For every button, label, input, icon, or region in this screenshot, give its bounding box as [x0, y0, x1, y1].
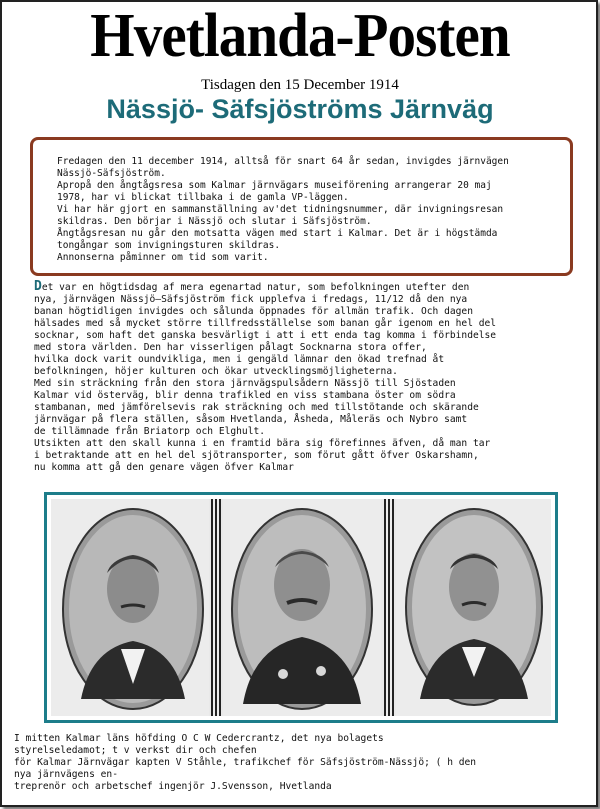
drop-cap: D: [34, 279, 42, 294]
intro-box: [30, 137, 573, 276]
intro-line: Annonserna påminner om tid som varit.: [57, 252, 269, 263]
intro-line: Vi har här gjort en sammanställning av'det tidningsnummer, där invigningsresan: [57, 204, 504, 215]
caption-line: för Kalmar Järnvägar kapten V Ståhle, trafikchef för Säfsjöström-Nässjö; ( h den: [14, 757, 477, 768]
intro-line: 1978, har vi blickat tillbaka i de gamla VP-läggen.: [57, 192, 349, 203]
article-line: med stora världen. Den har visserligen pålagt Socknarna stora offer,: [34, 342, 427, 353]
article-line: Kalmar vid österväg, blir denna trafikled en viss stambana öster om södra: [34, 390, 456, 401]
photo-divider: [211, 499, 221, 716]
intro-line: Nässjö-Säfsjöström.: [57, 168, 166, 179]
article-line: banan högtidligen invigdes och sålunda öppnades för allmän trafik. Och dagen: [34, 306, 473, 317]
portrait-panel: [44, 492, 558, 723]
article-line: järnvägar på flera ställen, såsom Hvetlanda, Åsheda, Måleräs och Nybro samt: [34, 414, 468, 425]
article-line: befolkningen, höjer kulturen och ökar utvecklingsmöjligheterna.: [34, 366, 398, 377]
article-line: stambanan, med jämförelsevis rak sträckning och med tillstötande och skärande: [34, 402, 479, 413]
caption-line: nya järnvägens en-: [14, 769, 118, 780]
article-line: socknar, som haft det ganska besvärligt i att i ett enda tag komma i förbindelse: [34, 330, 497, 341]
article-line: de tillämnade från Briatorp och Elghult.: [34, 426, 266, 437]
intro-line: tongångar som invigningsturen skildras.: [57, 240, 281, 251]
portrait-left-image: [51, 499, 209, 716]
photo-caption: [14, 733, 574, 793]
newspaper-masthead: Hvetlanda-Posten: [90, 2, 510, 70]
portrait-center-image: [223, 499, 381, 716]
article-line: i betraktande att en hel del sjötransporter, som förut gått öfver Oskarshamn,: [34, 450, 479, 461]
intro-line: Ångtågsresan nu går den motsatta vägen med start i Kalmar. Det är i högstämda: [57, 228, 498, 239]
article-line: hvilka dock varit oundvikliga, men i gengäld lämnar den ökad trefnad åt: [34, 354, 445, 365]
article-body: [34, 281, 582, 474]
portrait-strip: [51, 499, 551, 716]
intro-line: skildras. Den börjar i Nässjö och slutar i Säfsjöström.: [57, 216, 372, 227]
portrait-right-image: [396, 499, 551, 716]
intro-line: Fredagen den 11 december 1914, alltså för snart 64 år sedan, invigdes järnvägen: [57, 156, 509, 167]
caption-line: treprenör och arbetschef ingenjör J.Svensson, Hvetlanda: [14, 781, 332, 792]
article-first-line: [34, 281, 582, 294]
article-line: nya, järnvägen Nässjö—Säfsjöström fick upplefva i fredags, 11/12 då den nya: [34, 294, 468, 305]
caption-line: styrelseledamot; t v verkst dir och chefen: [14, 745, 257, 756]
issue-date: Tisdagen den 15 December 1914: [201, 77, 399, 93]
photo-divider: [384, 499, 394, 716]
article-line: nu komma att gå den genare vägen öfver Kalmar: [34, 462, 294, 473]
article-headline: Nässjö- Säfsjöströms Järnväg: [106, 94, 494, 124]
article-line: Utsikten att den skall kunna i en framtid bära sig förefinnes äfven, då man tar: [34, 438, 491, 449]
article-line: Med sin sträckning från den stora järnvägspulsådern Nässjö till Sjöstaden: [34, 378, 456, 389]
caption-line: I mitten Kalmar läns höfding O C W Cedercrantz, det nya bolagets: [14, 733, 384, 744]
intro-text: [57, 156, 557, 264]
first-line-text: et var en högtidsdag af mera egenartad natur, som befolkningen utefter den: [41, 282, 470, 293]
intro-line: Apropå den ångtågsresa som Kalmar järnvägars museiförening arrangerar 20 maj: [57, 180, 492, 191]
article-line: hälsades med så mycket större tillfredsställelse som banan går igenom en hel del: [34, 318, 497, 329]
